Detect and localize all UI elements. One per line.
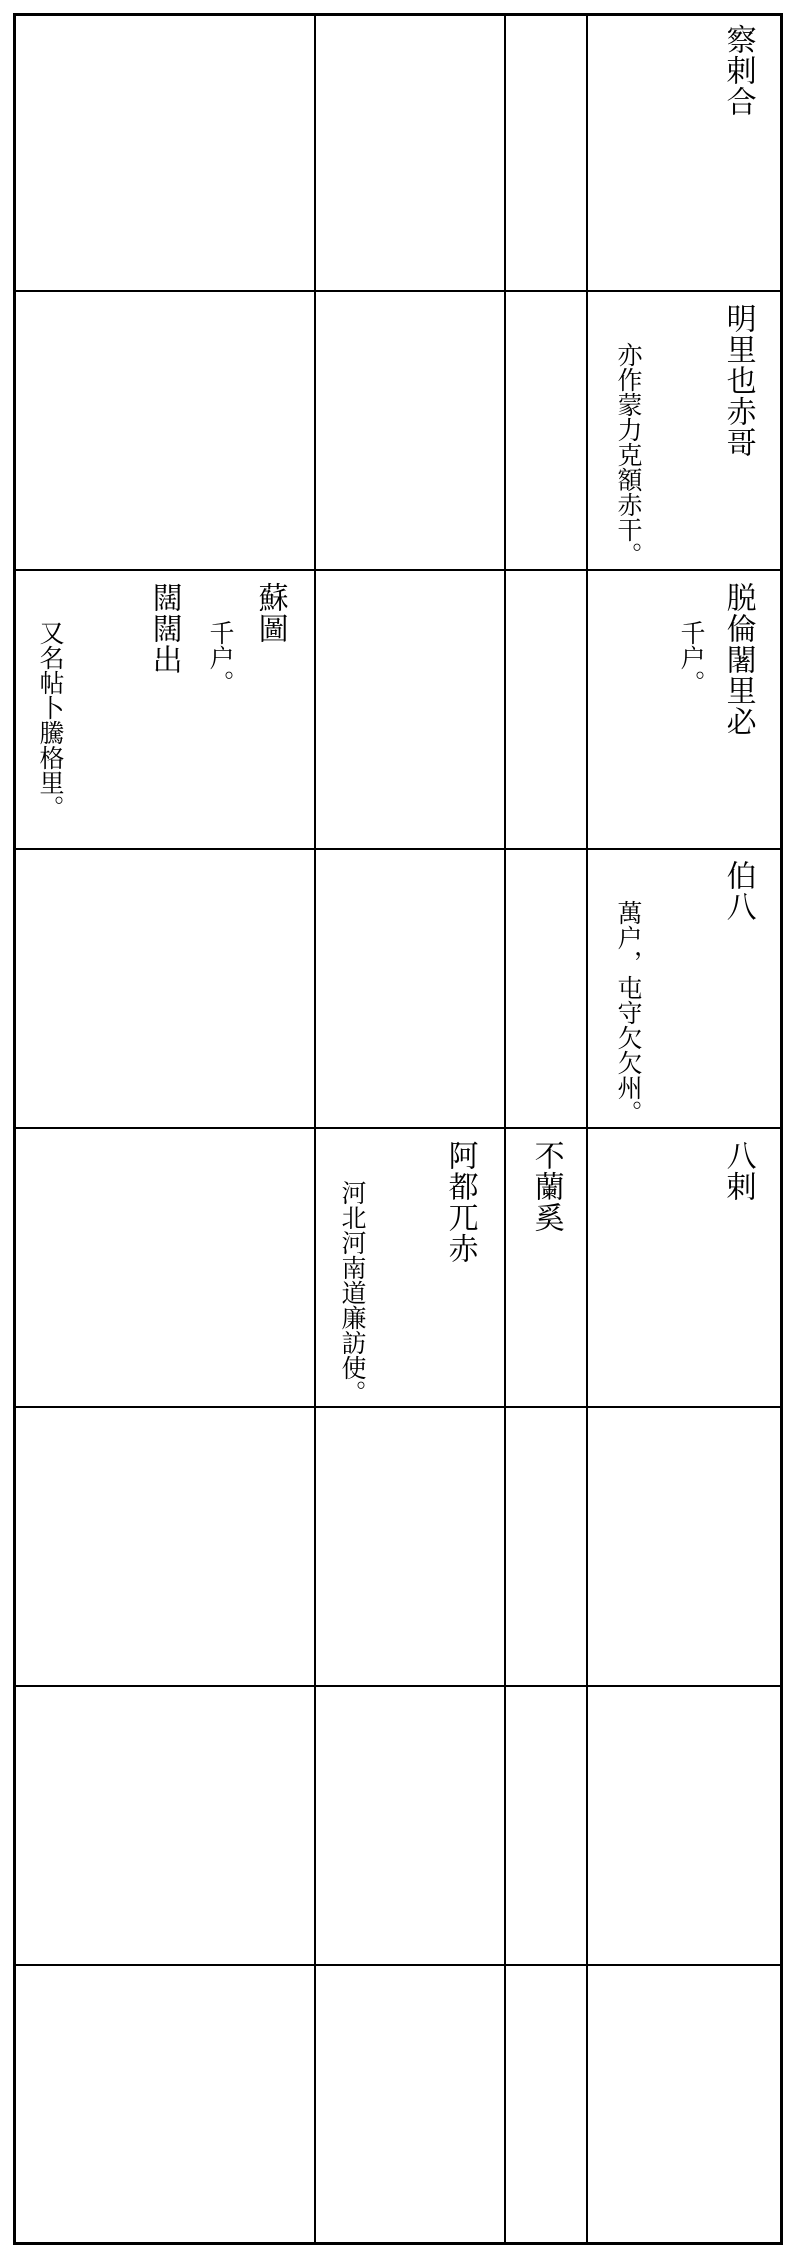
entry-note: 亦作蒙力克額赤干。 [614, 342, 643, 567]
row-divider-5 [13, 1406, 783, 1408]
entry-name: 明里也赤哥 [720, 303, 756, 458]
row-divider-3 [13, 848, 783, 850]
entry-name: 阿都兀赤 [442, 1140, 478, 1264]
entry-note: 千户。 [206, 620, 235, 695]
row-divider-1 [13, 290, 783, 292]
row-divider-4 [13, 1127, 783, 1129]
entry-note: 又名帖卜騰格里。 [36, 620, 65, 820]
column-divider-1 [314, 13, 316, 2245]
entry-name: 伯八 [720, 860, 756, 922]
entry-note: 河北河南道廉訪使。 [338, 1180, 367, 1405]
entry-name: 蘇圖 [252, 582, 288, 644]
entry-name: 不蘭奚 [528, 1140, 564, 1233]
entry-name: 察剌合 [720, 24, 756, 117]
row-divider-7 [13, 1964, 783, 1966]
row-divider-2 [13, 569, 783, 571]
entry-name: 八剌 [720, 1140, 756, 1202]
row-divider-6 [13, 1685, 783, 1687]
entry-name: 闊闊出 [146, 582, 182, 675]
column-divider-3 [586, 13, 588, 2245]
entry-note: 萬户，屯守欠欠州。 [614, 900, 643, 1125]
entry-note: 千户。 [677, 620, 706, 695]
table-border [13, 13, 783, 2245]
column-divider-2 [504, 13, 506, 2245]
entry-name: 脱倫闍里必 [720, 582, 756, 737]
